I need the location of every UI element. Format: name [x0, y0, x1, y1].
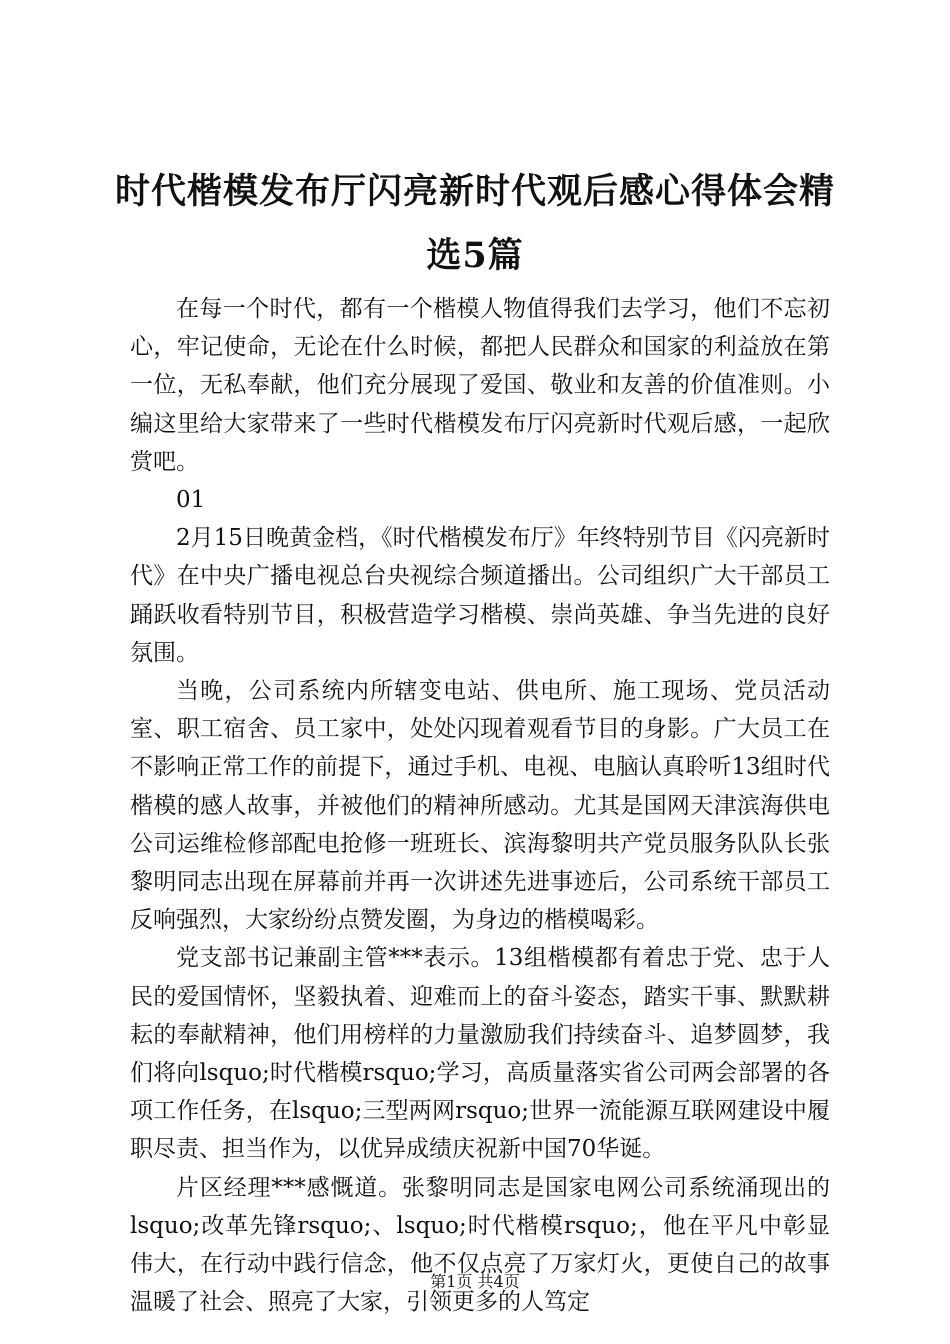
body-paragraph: 党支部书记兼副主管***表示。13组楷模都有着忠于党、忠于人民的爱国情怀，坚毅执着、迎难而上的奋斗姿态，踏实干事、默默耕耘的奉献精神，他们用榜样的力量激励我们持续奋斗、追梦圆梦，我们将向lsquo;时代楷模rsquo;学习，高质量落实省公司两会部署的各项工作任务，在lsquo;三型两网rsquo;世界一流能源互联网建设中履职尽责、担当作为，以优异成绩庆祝新中国70华诞。: [130, 945, 830, 1163]
document-body: [130, 290, 830, 1321]
body-paragraph: 当晚，公司系统内所辖变电站、供电所、施工现场、党员活动室、职工宿舍、员工家中，处处闪现着观看节目的身影。广大员工在不影响正常工作的前提下，通过手机、电视、电脑认真聆听13组时代楷模的感人故事，并被他们的精神所感动。尤其是国网天津滨海供电公司运维检修部配电抢修一班班长、滨海黎明共产党员服务队队长张黎明同志出现在屏幕前并再一次讲述先进事迹后，公司系统干部员工反响强烈，大家纷纷点赞发圈，为身边的楷模喝彩。: [130, 678, 830, 934]
body-paragraph: 片区经理***感慨道。张黎明同志是国家电网公司系统涌现出的lsquo;改革先锋rsquo;、lsquo;时代楷模rsquo;，他在平凡中彰显伟大，在行动中践行信念，他不仅点亮了万家灯火，更使自己的故事温暖了社会、照亮了大家，引领更多的人笃定: [130, 1174, 830, 1316]
section-number: 01: [176, 487, 206, 514]
document-title: 时代楷模发布厅闪亮新时代观后感心得体会精选5篇: [114, 171, 835, 276]
body-paragraph: 2月15日晚黄金档，《时代楷模发布厅》年终特别节目《闪亮新时代》在中央广播电视总台央视综合频道播出。公司组织广大干部员工踊跃收看特别节目，积极营造学习楷模、崇尚英雄、争当先进的良好氛围。: [130, 525, 830, 666]
page-footer: 第1页 共4页: [430, 1272, 520, 1291]
intro-paragraph: 在每一个时代，都有一个楷模人物值得我们去学习，他们不忘初心，牢记使命，无论在什么时候，都把人民群众和国家的利益放在第一位，无私奉献，他们充分展现了爱国、敬业和友善的价值准则。小编这里给大家带来了一些时代楷模发布厅闪亮新时代观后感，一起欣赏吧。: [130, 296, 830, 475]
